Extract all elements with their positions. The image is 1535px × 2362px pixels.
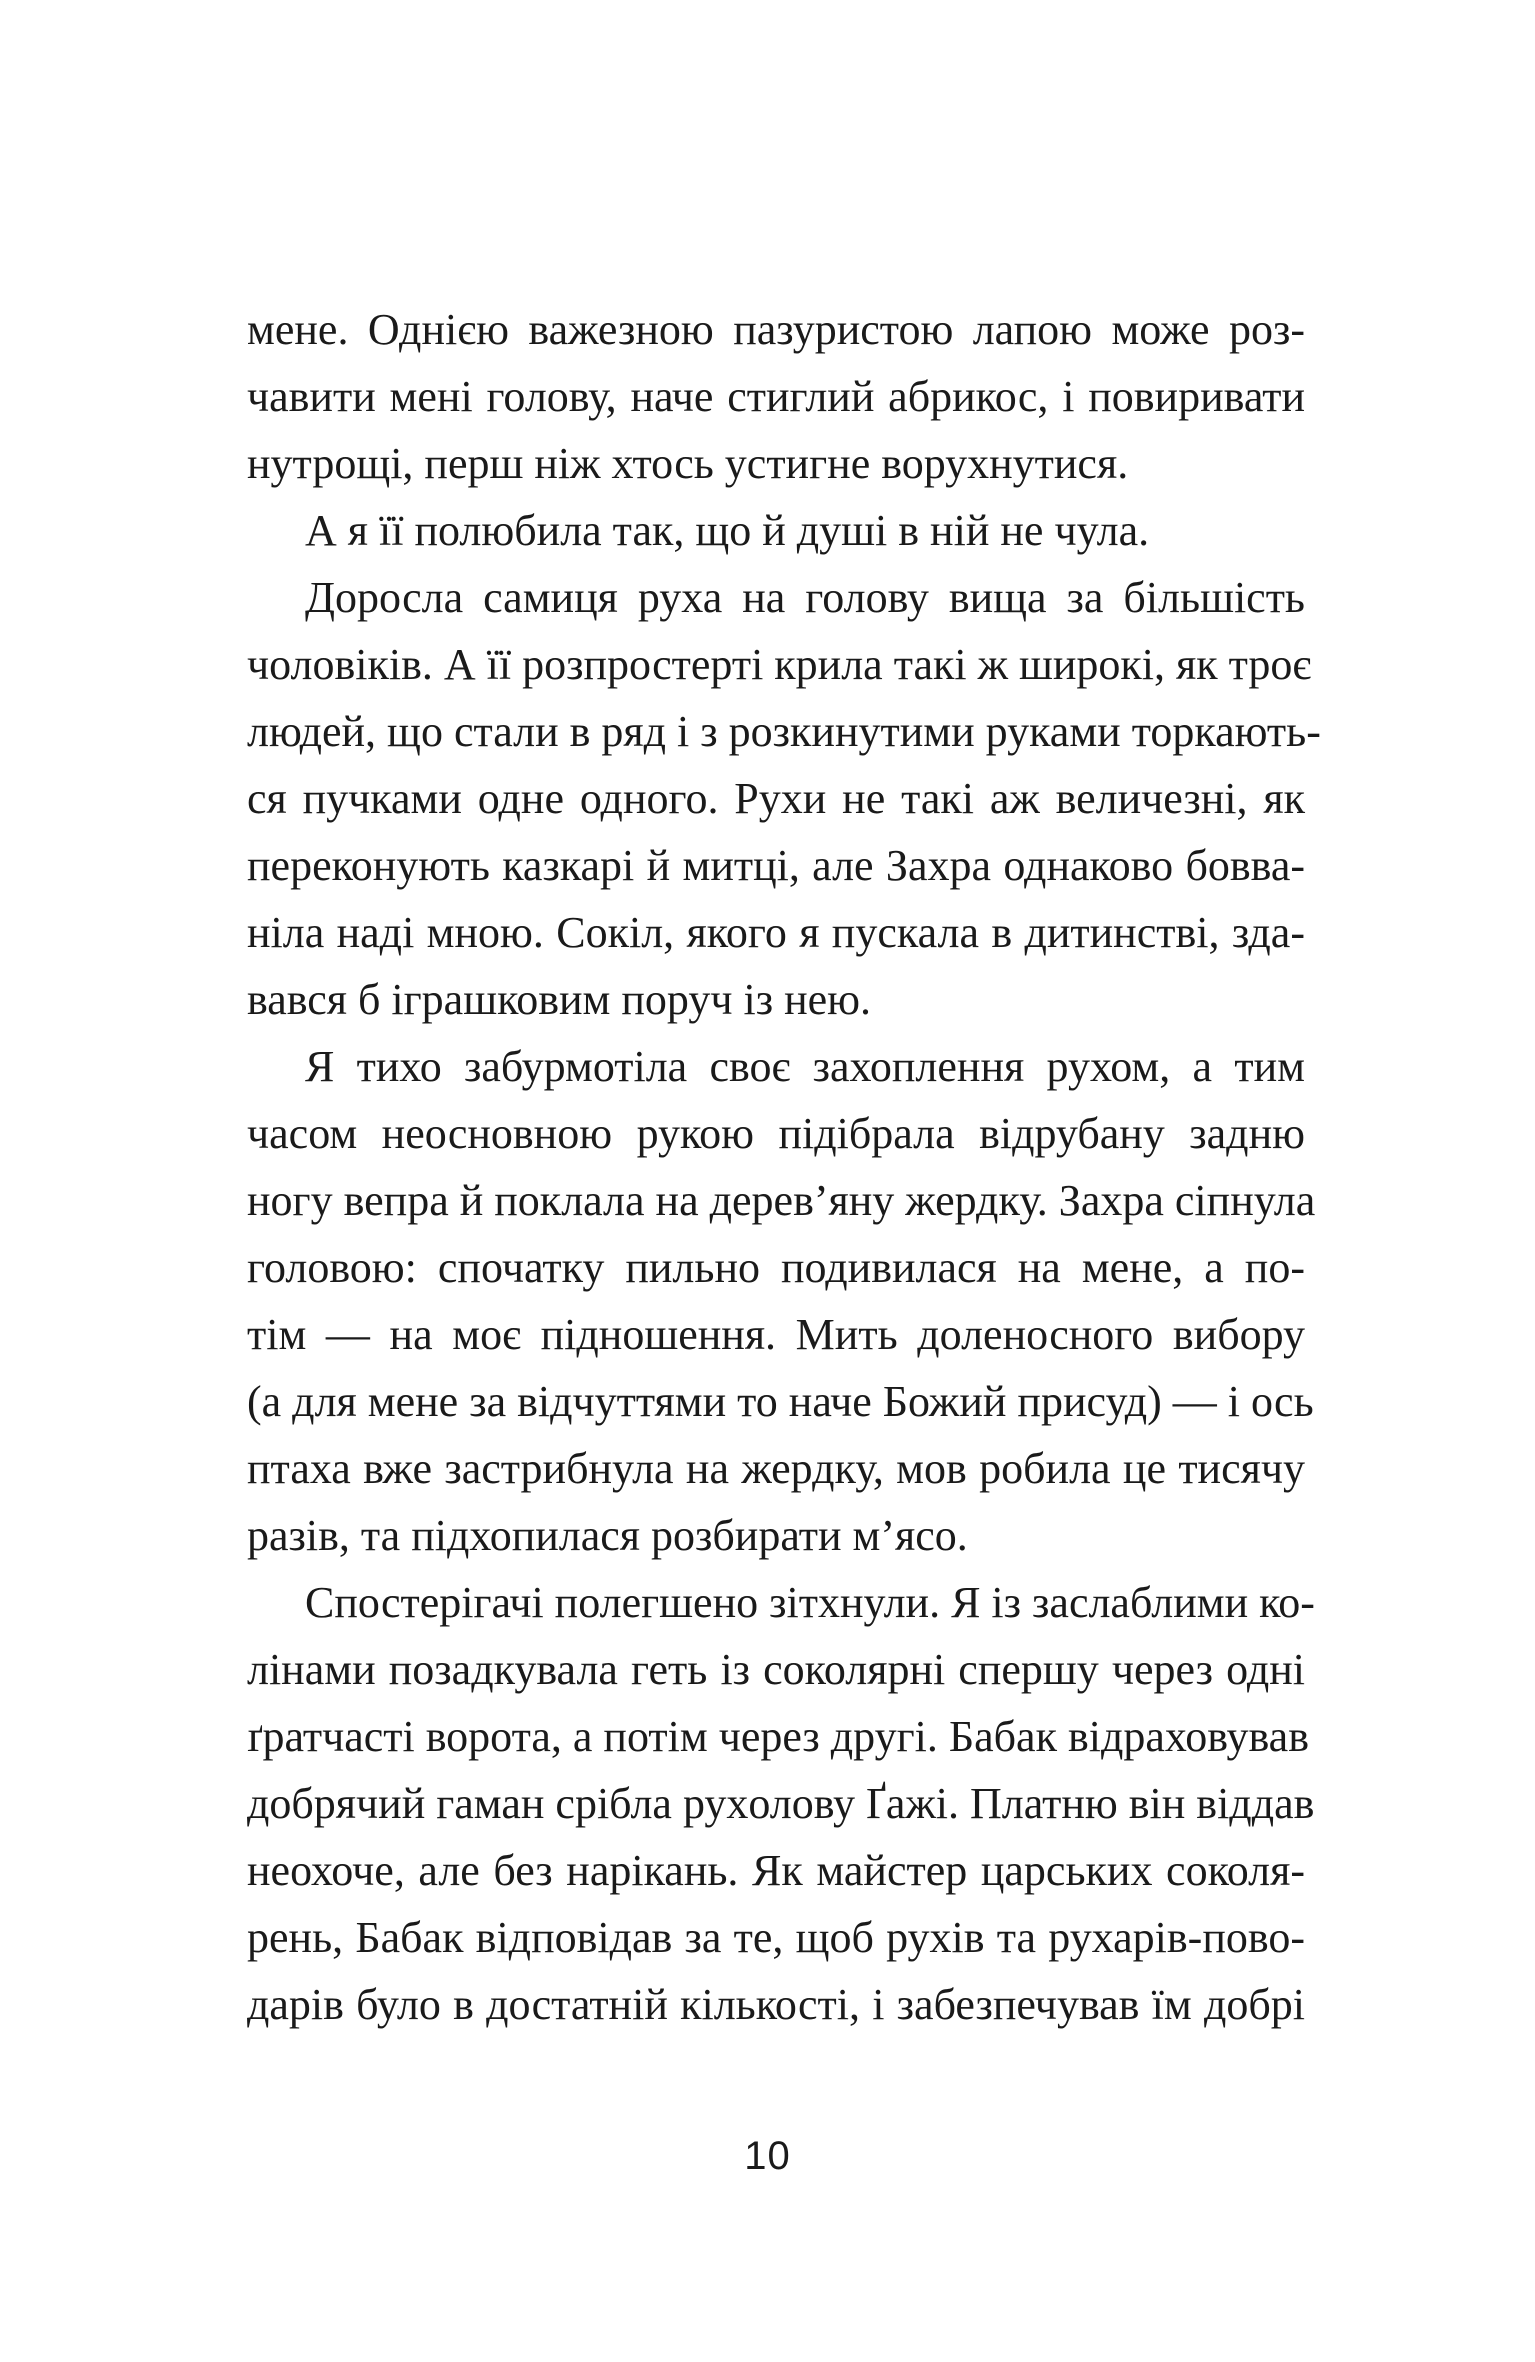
text-line: разів, та підхопилася розбирати м’ясо. xyxy=(247,1511,968,1560)
text-line: (а для мене за відчуттями то наче Божий присуд) — і ось xyxy=(247,1377,1314,1426)
text-line: дарів було в достатній кількості, і забезпечував їм добрі xyxy=(247,1980,1305,2029)
text-line: ся пучками одне одного. Рухи не такі аж величезні, як xyxy=(247,774,1305,823)
text-line: людей, що стали в ряд і з розкинутими руками торкають- xyxy=(247,707,1321,756)
text-line: головою: спочатку пильно подивилася на мене, а по- xyxy=(247,1243,1305,1292)
text-line: вався б іграшковим поруч із нею. xyxy=(247,975,872,1024)
text-line: добрячий гаман срібла руxолову Ґажі. Платню він віддав xyxy=(247,1779,1315,1828)
text-line: лінами позадкувала геть із соколярні спершу через одні xyxy=(247,1645,1305,1694)
text-line: тім — на моє підношення. Мить доленосного вибору xyxy=(247,1310,1305,1359)
text-line: нутрощі, перш ніж хтось устигне ворухнутися. xyxy=(247,439,1129,488)
text-line: Доросла самиця руха на голову вища за більшість xyxy=(305,573,1305,622)
text-line: ґратчасті ворота, а потім через другі. Бабак відраховував xyxy=(247,1712,1309,1761)
body-text xyxy=(247,296,1321,2038)
text-line: часом неосновною рукою підібрала відрубану задню xyxy=(247,1109,1305,1158)
text-line: Я тихо забурмотіла своє захоплення рухом, а тим xyxy=(305,1042,1305,1091)
text-line: мене. Однією важезною пазуристою лапою може роз- xyxy=(247,305,1305,354)
page-number: 10 xyxy=(744,2134,791,2178)
text-line: птаха вже застрибнула на жердку, мов робила це тисячу xyxy=(247,1444,1305,1493)
text-line: ніла наді мною. Сокіл, якого я пускала в дитинстві, зда- xyxy=(247,908,1305,957)
text-line: неохоче, але без нарікань. Як майстер царських соколя- xyxy=(247,1846,1305,1895)
text-line: чавити мені голову, наче стиглий абрикос, і повиривати xyxy=(247,372,1305,421)
text-line: рень, Бабак відповідав за те, щоб рухів та рухарів-пово- xyxy=(247,1913,1305,1962)
text-line: переконують казкарі й митці, але Захра однаково бовва- xyxy=(247,841,1305,890)
text-line: ногу вепра й поклала на дерев’яну жердку. Захра сіпнула xyxy=(247,1176,1316,1225)
text-line: чоловіків. А її розпростерті крила такі ж широкі, як троє xyxy=(247,640,1312,689)
text-line: А я її полюбила так, що й душі в ній не чула. xyxy=(305,506,1150,555)
text-line: Спостерігачі полегшено зітхнули. Я із заслаблими ко- xyxy=(305,1578,1315,1627)
